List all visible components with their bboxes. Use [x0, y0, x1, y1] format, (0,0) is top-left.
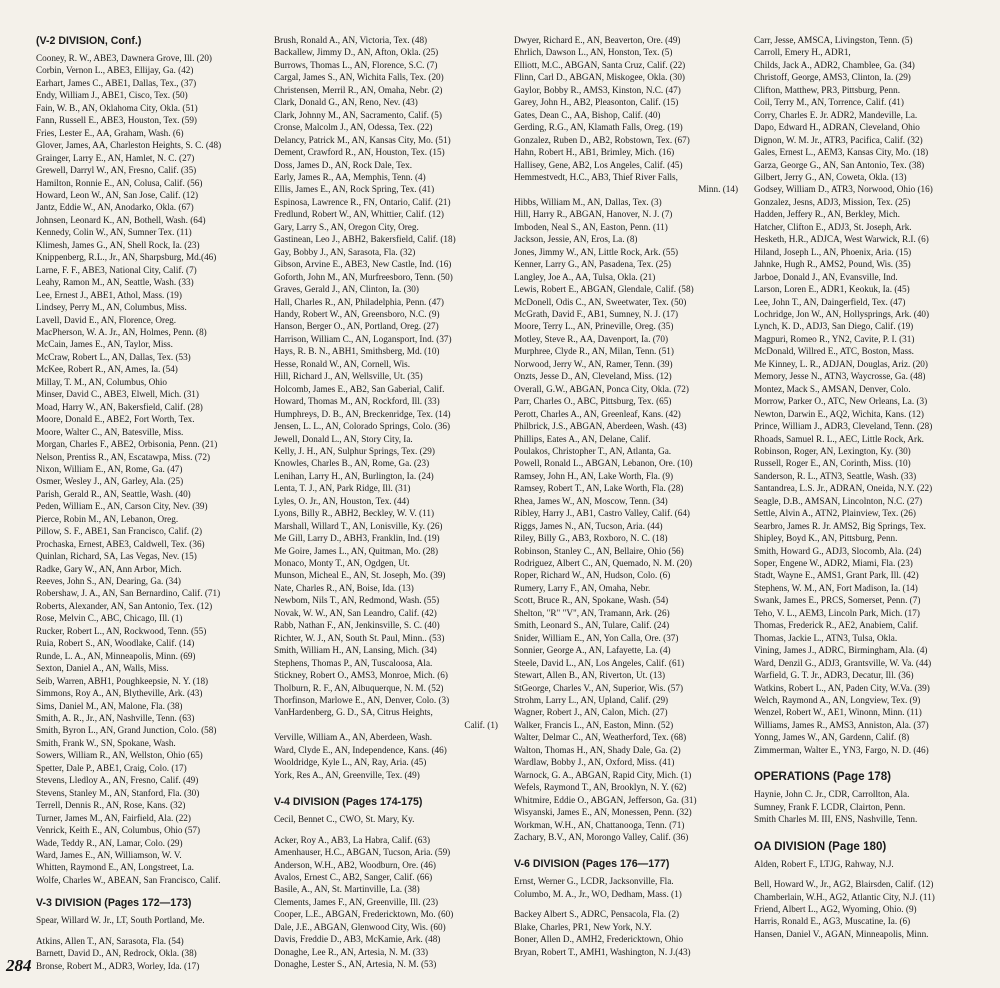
roster-entry: StGeorge, Charles V., AN, Superior, Wis. (57)	[514, 682, 684, 693]
roster-entry: Magpuri, Romeo R., YN2, Cavite, P. I. (31)	[754, 333, 915, 344]
roster-entry: Richter, W. J., AN, South St. Paul, Minn.. (53)	[274, 632, 445, 643]
roster-entry: Vining, James J., ADRC, Birmingham, Ala. (4)	[754, 645, 928, 656]
roster-entry: Lewis, Robert E., ABGAN, Glendale, Calif. (58)	[514, 284, 694, 295]
roster-entry: Doss, James D., AN, Rock Dale, Tex.	[274, 159, 413, 170]
roster-entry: Hadden, Jeffery R., AN, Berkley, Mich.	[754, 209, 900, 220]
roster-entry: Holcomb, James E., AB2, San Gaberial, Calif.	[274, 383, 445, 394]
roster-entry: Gales, Ernest L., AEM3, Kansas City, Mo. (18)	[754, 147, 929, 158]
roster-entry: Rhoads, Samuel R. L., AEC, Little Rock, Ark.	[754, 433, 924, 444]
roster-entry: Friend, Albert L., AG2, Wyoming, Ohio. (9)	[754, 904, 917, 914]
roster-entry: Hall, Charles R., AN, Philadelphia, Penn. (47)	[274, 296, 444, 307]
roster-entry: Smith, William H., AN, Lansing, Mich. (34)	[274, 645, 437, 656]
roster-entry: Moore, Donald E., ABE2, Fort Worth, Tex.	[36, 414, 195, 425]
roster-entry: Elliott, M.C., ABGAN, Santa Cruz, Calif. (22)	[514, 59, 686, 70]
roster-entry: Memory, Jesse N., ATN3, Waycrosse, Ga. (48)	[754, 371, 926, 382]
roster-entry: Peden, William E., AN, Carson City, Nev. (39)	[36, 501, 208, 512]
roster-entry: Lee, Ernest J., ABE1, Athol, Mass. (19)	[36, 289, 182, 300]
roster-entry: Whitmire, Eddie O., ABGAN, Jefferson, Ga. (31)	[514, 794, 697, 805]
roster-entry: Wooldridge, Kyle L., AN, Ray, Aria. (45)	[274, 757, 427, 768]
roster-entry: Humphreys, D. B., AN, Breckenridge, Tex. (14)	[274, 408, 451, 419]
roster-entry: Burrows, Thomas L., AN, Florence, S.C. (7)	[274, 59, 438, 70]
roster-entry: Knippenberg, R.L., Jr., AN, Sharpsburg, Md.(46)	[36, 252, 217, 263]
roster-entry: Rose, Melvin C., ABC, Chicago, Ill. (1)	[36, 613, 183, 624]
roster-entry: Cargal, James S., AN, Wichita Falls, Tex. (20)	[274, 72, 444, 83]
roster-entry: Earhart, James C., ABE1, Dallas, Tex., (37)	[36, 77, 197, 88]
roster-entry: Overall, G.W., ABGAN, Ponca City, Okla. (72)	[514, 383, 689, 394]
roster-entry: McDonell, Odis C., AN, Sweetwater, Tex. (50)	[514, 296, 687, 307]
section-heading: V-6 DIVISION (Pages 176—177)	[514, 858, 670, 871]
roster-entry: Stickney, Robert O., AMS3, Monroe, Mich. (6)	[274, 670, 448, 681]
roster-entry: Haynie, John C. Jr., CDR, Carrollton, Ala.	[754, 789, 910, 800]
roster-entry: Nelson, Prentiss R., AN, Escatawpa, Miss. (72)	[36, 451, 211, 462]
roster-entry: Wisyanski, James E., AN, Monessen, Penn. (32)	[514, 807, 692, 818]
roster-entry: Sims, Daniel M., AN, Malone, Fla. (38)	[36, 700, 183, 711]
roster-entry: McCraw, Robert L., AN, Dallas, Tex. (53)	[36, 351, 191, 362]
roster-entry: Phillips, Eates A., AN, Delane, Calif.	[514, 433, 651, 444]
roster-entry: Yonng, James W., AN, Gardenn, Calif. (8)	[754, 732, 910, 743]
roster-entry: Dwyer, Richard E., AN, Beaverton, Ore. (49)	[514, 35, 681, 45]
roster-entry: Morrow, Parker O., ATC, New Orleans, La. (3)	[754, 396, 928, 407]
roster-entry: Wagner, Robert J., AN, Calon, Mich. (27)	[514, 707, 668, 718]
roster-entry: Pierce, Robin M., AN, Lebanon, Oreg.	[36, 513, 179, 524]
roster-entry: Hill, Richard J., AN, Wellsville, Ut. (35)	[274, 371, 423, 382]
roster-entry: Handy, Robert W., AN, Greensboro, N.C. (9)	[274, 308, 440, 319]
roster-entry: Fann, Russell E., ABE3, Houston, Tex. (59)	[36, 115, 197, 126]
roster-entry: Warnock, G. A., ABGAN, Rapid City, Mich. (1)	[514, 769, 692, 780]
roster-entry: Acker, Roy A., AB3, La Habra, Calif. (63)	[274, 834, 431, 845]
roster-entry: Knowles, Charles B., AN, Rome, Ga. (23)	[274, 458, 430, 469]
roster-entry: Corbin, Vernon L., ABE3, Ellijay, Ga. (42)	[36, 65, 194, 76]
roster-entry: Reeves, John S., AN, Dearing, Ga. (34)	[36, 576, 181, 587]
roster-entry: Gary, Larry S., AN, Oregon City, Oreg.	[274, 221, 419, 232]
roster-entry: Jahnke, Hugh R., AMS2, Pound, Wis. (35)	[754, 259, 911, 270]
roster-entry: Basile, A., AN, St. Martinville, La. (38)	[274, 884, 420, 895]
roster-entry: Carroll, Emery H., ADR1,	[754, 47, 851, 58]
roster-entry: McGrath, David F., AB1, Sumney, N. J. (17)	[514, 308, 679, 319]
roster-entry: Tholburn, R. F., AN, Albuquerque, N. M. (52)	[274, 682, 444, 693]
roster-entry: Hill, Harry R., ABGAN, Hanover, N. J. (7)	[514, 209, 673, 220]
spacer	[754, 870, 986, 878]
roster-entry: Ward, Denzil G., ADJ3, Grantsville, W. Va. (44)	[754, 657, 932, 668]
roster-entry: Endy, William J., ABE1, Cisco, Tex. (50)	[36, 90, 188, 101]
roster-entry: Sanderson, R. L., ATN3, Seattle, Wash. (33)	[754, 470, 917, 481]
roster-entry: Kenner, Larry G., AN, Pasadena, Tex. (25)	[514, 259, 671, 270]
roster-entry: Stephens, W. M., AN, Fort Madison, Ia. (14)	[754, 582, 918, 593]
roster-entry: Teho, V. L., AEM3, Lincoln Park, Mich. (17)	[754, 607, 920, 618]
roster-entry: Atkins, Allen T., AN, Sarasota, Fla. (54)	[36, 935, 184, 946]
roster-entry: Whitten, Raymond E., AN, Longstreet, La.	[36, 862, 194, 873]
roster-entry: Roper, Richard W., AN, Hudson, Colo. (6)	[514, 570, 671, 581]
roster-entry: Lyons, Billy R., ABH2, Beckley, W. V. (11)	[274, 508, 435, 519]
roster-entry: Backey Albert S., ADRC, Pensacola, Fla. (2)	[514, 909, 680, 920]
roster-entry: Quinlan, Richard, SA, Las Vegas, Nev. (15)	[36, 551, 197, 562]
roster-entry: Novak, W. W., AN, San Leandro, Calif. (42)	[274, 607, 437, 618]
roster-entry: Rodriguez, Albert C., AN, Quemado, N. M. (20)	[514, 558, 693, 569]
roster-entry: VanHardenberg, G. D., SA, Citrus Heights,	[274, 707, 433, 718]
roster-entry: Clark, Donald G., AN, Reno, Nev. (43)	[274, 97, 418, 108]
roster-entry: Rumery, Larry F., AN, Omaha, Nebr.	[514, 582, 651, 593]
section-heading: V-4 DIVISION (Pages 174-175)	[274, 796, 423, 809]
roster-entry: Pillow, S. F., ABE1, San Francisco, Calif. (2)	[36, 526, 203, 537]
roster-entry: Jensen, L. L., AN, Colorado Springs, Colo. (36)	[274, 421, 451, 432]
roster-entry: Lindsey, Perry M., AN, Columbus, Miss.	[36, 302, 187, 313]
roster-entry: Watkins, Robert L., AN, Paden City, W.Va. (39)	[754, 682, 930, 693]
roster-entry: Smith, Frank W., SN, Spokane, Wash.	[36, 737, 176, 748]
roster-entry: Moore, Terry L., AN, Prineville, Oreg. (35)	[514, 321, 674, 332]
spacer	[514, 900, 746, 908]
roster-entry: Ramsey, Robert T., AN, Lake Worth, Fla. (28)	[514, 483, 684, 494]
roster-entry: Sexton, Daniel A., AN, Walls, Miss.	[36, 663, 169, 674]
roster-entry: Radke, Gary W., AN, Ann Arbor, Mich.	[36, 563, 182, 574]
roster-entry: Munson, Micheal E., AN, St. Joseph, Mo. (39)	[274, 570, 446, 581]
roster-entry: Harris, Ronald E., AG3, Muscatine, Ia. (6)	[754, 916, 911, 927]
roster-entry: Seagle, D.B., AMSAN, Lincolnton, N.C. (27)	[754, 495, 923, 506]
column-4	[754, 34, 986, 954]
roster-entry: Newbom, Nils T., AN, Redmond, Wash. (55)	[274, 595, 440, 606]
roster-entry: Cronse, Malcolm J., AN, Odessa, Tex. (22)	[274, 122, 433, 133]
roster-entry: Millay, T. M., AN, Columbus, Ohio	[36, 376, 168, 387]
roster-entry: Moad, Harry W., AN, Bakersfield, Calif. (28)	[36, 401, 203, 412]
roster-entry: Ellis, James E., AN, Rock Spring, Tex. (41)	[274, 184, 435, 195]
roster-entry: Glover, James, AA, Charleston Heights, S. C. (48)	[36, 140, 222, 151]
roster-entry: Gay, Bobby J., AN, Sarasota, Fla. (32)	[274, 246, 416, 257]
roster-entry: Hesketh, H.R., ADJCA, West Warwick, R.I. (6)	[754, 234, 929, 245]
roster-entry: Ribley, Harry J., AB1, Castro Valley, Calif. (64)	[514, 508, 690, 519]
column-3	[514, 34, 746, 957]
roster-entry: Searbro, James R. Jr. AMS2, Big Springs, Tex.	[754, 520, 926, 531]
roster-entry: Childs, Jack A., ADR2, Chamblee, Ga. (34)	[754, 59, 915, 70]
roster-entry: Leahy, Ramon M., AN, Seattle, Wash. (33)	[36, 277, 194, 288]
roster-entry: Jones, Jimmy W., AN, Little Rock, Ark. (55)	[514, 246, 679, 257]
roster-entry: Dement, Crawford R., AN, Houston, Tex. (15)	[274, 147, 445, 158]
roster-entry: Bell, Howard W., Jr., AG2, Blairsden, Calif. (12)	[754, 879, 934, 890]
roster-entry: Williams, James R., AMS3, Anniston, Ala. (37)	[754, 719, 929, 730]
roster-entry: Sowers, William R., AN, Wellston, Ohio (65)	[36, 750, 203, 761]
roster-entry: Me Kinney, L. R., ADJAN, Douglas, Ariz. (20)	[754, 358, 928, 369]
roster-entry: Rabb, Nathan F., AN, Jenkinsville, S. C. (40)	[274, 620, 440, 631]
roster-entry: Lochridge, Jon W., AN, Hollysprings, Ark. (40)	[754, 308, 930, 319]
roster-entry: Parr, Charles O., ABC, Pittsburg, Tex. (65)	[514, 396, 672, 407]
roster-entry: Carr, Jesse, AMSCA, Livingston, Tenn. (5)	[754, 35, 913, 45]
roster-entry: Dignon, W. M. Jr., ATR3, Pacifica, Calif. (32)	[754, 134, 923, 145]
roster-entry: Gates, Dean C., AA, Bishop, Calif. (40)	[514, 109, 661, 120]
roster-entry: Garey, John H., AB2, Pleasonton, Calif. (15)	[514, 97, 679, 108]
roster-entry: Turner, James M., AN, Fairfield, Ala. (22)	[36, 812, 191, 823]
roster-entry: Shipley, Boyd K., AN, Pittsburg, Penn.	[754, 533, 898, 544]
roster-entry: Ernst, Werner G., LCDR, Jacksonville, Fla.	[514, 876, 674, 887]
roster-entry: Montez, Mack S., AMSAN, Denver, Colo.	[754, 383, 911, 394]
roster-entry: Christoff, George, AMS3, Clinton, Ia. (29)	[754, 72, 911, 83]
roster-entry: Smith, Byron L., AN, Grand Junction, Colo. (58)	[36, 725, 217, 736]
roster-entry: Hiland, Joseph L., AN, Phoenix, Aria. (15)	[754, 246, 912, 257]
roster-entry: Gastinean, Leo J., ABH2, Bakersfield, Calif. (18)	[274, 234, 456, 245]
roster-entry: Hahn, Robert H., AB1, Brimley, Mich. (16)	[514, 147, 675, 158]
roster-entry: Jewell, Donald L., AN, Story City, Ia.	[274, 433, 413, 444]
roster-entry: Graves, Gerald J., AN, Clinton, Ia. (30)	[274, 284, 419, 295]
roster-entry: Cecil, Bennet C., CWO, St. Mary, Ky.	[274, 814, 415, 825]
roster-entry: Ruia, Robert S., AN, Woodlake, Calif. (14)	[36, 638, 195, 649]
roster-entry: Wenzel, Robert W., AE1, Winonn, Minn. (11)	[754, 707, 922, 718]
roster-entry: Fries, Lester E., AA, Graham, Wash. (6)	[36, 127, 184, 138]
roster-entry: Thomas, Frederick R., AE2, Anabiem, Calif.	[754, 620, 919, 631]
roster-entry: Jantz, Eddie W., AN, Anodarko, Okla. (67)	[36, 202, 194, 213]
roster-entry: Perott, Charles A., AN, Greenleaf, Kans. (42)	[514, 408, 681, 419]
roster-entry: Lenihan, Larry H., AN, Burlington, Ia. (24)	[274, 470, 434, 481]
roster-entry: Thorfinson, Marlowe E., AN, Denver, Colo. (3)	[274, 695, 450, 706]
roster-entry: Grewell, Darryl W., AN, Fresno, Calif. (35)	[36, 165, 197, 176]
roster-entry: York, Res A., AN, Greenville, Tex. (49)	[274, 769, 420, 780]
roster-entry: Gonzalez, Jesns, ADJ3, Mission, Tex. (25)	[754, 196, 911, 207]
roster-entry: Warfield, G. T. Jr., ADR3, Decatur, Ill. (36)	[754, 670, 914, 681]
roster-entry: Avalos, Ernest C., AB2, Sanger, Calif. (66)	[274, 872, 433, 882]
roster-entry: Robershaw, J. A., AN, San Bernardino, Calif. (71)	[36, 588, 221, 599]
roster-entry: Thomas, Jackie L., ATN3, Tulsa, Okla.	[754, 632, 898, 643]
roster-entry: Wefels, Raymond T., AN, Brooklyn, N. Y. (62)	[514, 782, 687, 793]
roster-entry: Hansen, Daniel V., AGAN, Minneapolis, Minn.	[754, 928, 929, 939]
spacer	[36, 927, 268, 935]
roster-entry: Hallisey, Gene, AB2, Los Angeles, Calif. (45)	[514, 159, 683, 170]
roster-entry: Alden, Robert F., LTJG, Rahway, N.J.	[754, 858, 894, 869]
roster-entry: Verville, William A., AN, Aberdeen, Wash.	[274, 732, 433, 743]
roster-entry: Boner, Allen D., AMH2, Fredericktown, Ohio	[514, 934, 684, 945]
roster-entry: Jarboe, Donald J., AN, Evansville, Ind.	[754, 271, 898, 282]
roster-entry: Me Gill, Larry D., ABH3, Franklin, Ind. (19)	[274, 533, 440, 544]
roster-entry: Stevens, Stanley M., AN, Stanford, Fla. (30)	[36, 787, 200, 798]
roster-entry: Sonnier, George A., AN, Lafayette, La. (4)	[514, 645, 671, 656]
roster-entry: Larson, Loren E., ADR1, Keokuk, Ia. (45)	[754, 284, 910, 295]
roster-entry: Zimmerman, Walter E., YN3, Fargo, N. D. (46)	[754, 744, 929, 755]
roster-entry: Strohm, Larry L., AN, Upland, Calif. (29)	[514, 695, 669, 706]
roster-entry: Smith, Howard G., ADJ3, Slocomb, Ala. (24)	[754, 545, 922, 556]
roster-entry: Russell, Roger E., AN, Corinth, Miss. (10)	[754, 458, 911, 469]
roster-entry: Wardlaw, Bobby J., AN, Oxford, Miss. (41)	[514, 757, 675, 768]
roster-entry: Smith Charles M. III, ENS, Nashville, Tenn.	[754, 814, 918, 825]
roster-entry: Newton, Darwin E., AQ2, Wichita, Kans. (12)	[754, 408, 924, 419]
roster-entry: Nixon, William E., AN, Rome, Ga. (47)	[36, 463, 183, 474]
roster-entry: Hanson, Berger O., AN, Portland, Oreg. (27)	[274, 321, 439, 332]
roster-entry: Nate, Charles R., AN, Boise, Ida. (13)	[274, 582, 414, 593]
roster-entry: Howard, Thomas M., AN, Rockford, Ill. (33)	[274, 396, 440, 407]
roster-entry: Spetter, Dale P., ABE1, Craig, Colo. (17)	[36, 762, 187, 773]
roster-entry: Roberts, Alexander, AN, San Antonio, Tex. (12)	[36, 600, 213, 611]
roster-entry: Jackson, Jessie, AN, Eros, La. (8)	[514, 234, 638, 245]
roster-entry: Dale, J.E., ABGAN, Glenwood City, Wis. (60)	[274, 921, 446, 932]
roster-entry: Kelly, J. H., AN, Sulphur Springs, Tex. (29)	[274, 445, 435, 456]
roster-entry: Donaghe, Lester S., AN, Artesia, N. M. (53)	[274, 959, 437, 970]
roster-entry: Hatcher, Clifton E., ADJ3, St. Joseph, Ark.	[754, 221, 912, 232]
roster-entry: Murphree, Clyde R., AN, Milan, Tenn. (51)	[514, 346, 674, 357]
roster-entry: Imboden, Neal S., AN, Easton, Penn. (11)	[514, 221, 668, 232]
roster-entry: Robinson, Stanley C., AN, Bellaire, Ohio (56)	[514, 545, 684, 556]
roster-entry: Wolfe, Charles W., ABEAN, San Francisco, Calif.	[36, 874, 221, 885]
roster-entry: Terrell, Dennis R., AN, Rose, Kans. (32)	[36, 800, 186, 811]
roster-entry: Brush, Ronald A., AN, Victoria, Tex. (48)	[274, 35, 428, 45]
roster-entry: Espinosa, Lawrence R., FN, Ontario, Calif. (21)	[274, 196, 451, 207]
roster-entry: Chamberlain, W.H., AG2, Atlantic City, N.J. (11)	[754, 891, 935, 902]
roster-entry: Kennedy, Colin W., AN, Sumner Tex. (11)	[36, 227, 192, 238]
roster-entry: McKee, Robert R., AN, Ames, Ia. (54)	[36, 364, 178, 375]
roster-entry: Stadt, Wayne E., AMS1, Grant Park, Ill. (42)	[754, 570, 919, 581]
roster-entry: Hays, R. B. N., ABH1, Smithsberg, Md. (10)	[274, 346, 440, 357]
roster-entry: Backallew, Jimmy D., AN, Afton, Okla. (25)	[274, 47, 439, 58]
roster-entry: Coil, Terry M., AN, Torrence, Calif. (41)	[754, 97, 904, 108]
spacer	[274, 826, 506, 834]
roster-entry: Clifton, Matthew, PR3, Pittsburg, Penn.	[754, 84, 900, 95]
roster-entry: Onzts, Jesse D., AN, Cleveland, Miss. (12)	[514, 371, 672, 382]
roster-entry: McDonald, Willred E., ATC, Boston, Mass.	[754, 346, 914, 357]
roster-entry: Minn. (14)	[698, 184, 738, 195]
column-1	[36, 34, 268, 971]
roster-entry: Howard, Leon W., AN, San Jose, Calif. (12)	[36, 189, 199, 200]
roster-entry: Riley, Billy G., AB3, Roxboro, N. C. (18)	[514, 533, 668, 544]
roster-entry: Santandrea, L.S. Jr., ADRAN, Oneida, N.Y. (22)	[754, 483, 933, 494]
roster-entry: Larne, F. F., ABE3, National City, Calif. (7)	[36, 264, 197, 275]
roster-entry: Cooney, R. W., ABE3, Dawnera Grove, Ill. (20)	[36, 53, 212, 63]
roster-entry: Lenta, T. J., AN, Park Ridge, Ill. (31)	[274, 483, 411, 494]
roster-entry: Fredlund, Robert W., AN, Whittier, Calif. (12)	[274, 209, 444, 220]
roster-entry: Klimesh, James G., AN, Shell Rock, Ia. (23)	[36, 239, 200, 250]
roster-entry: Workman, W.H., AN, Chattanooga, Tenn. (71)	[514, 819, 685, 830]
roster-entry: Christensen, Merril R., AN, Omaha, Nebr. (2)	[274, 84, 443, 95]
roster-entry: Corry, Charles E. Jr. ADR2, Mandeville, La.	[754, 109, 918, 120]
roster-entry: Motley, Steve R., AA, Davenport, Ia. (70)	[514, 333, 669, 344]
roster-entry: Norwood, Jerry W., AN, Ramer, Tenn. (39)	[514, 358, 673, 369]
roster-entry: Fain, W. B., AN, Oklahoma City, Okla. (51)	[36, 102, 198, 113]
roster-entry: Smith, A. R., Jr., AN, Nashville, Tenn. (63)	[36, 713, 195, 724]
roster-entry: Bryan, Robert T., AMH1, Washington, N. J.(43)	[514, 946, 691, 957]
roster-entry: Harrison, William C., AN, Logansport, Ind. (37)	[274, 333, 452, 344]
roster-entry: Hemmestvedt, H.C., AB3, Thief River Falls,	[514, 171, 678, 182]
roster-entry: Minser, David C., ABE3, Elwell, Mich. (31)	[36, 389, 199, 400]
column-2	[274, 34, 506, 970]
roster-entry: Clements, James F., AN, Greenville, Ill. (23)	[274, 896, 439, 907]
page-number: 284	[6, 956, 32, 975]
roster-entry: Stewart, Allen B., AN, Riverton, Ut. (13)	[514, 670, 666, 681]
roster-entry: Flinn, Carl D., ABGAN, Miskogee, Okla. (30)	[514, 72, 685, 83]
roster-entry: Lavell, David E., AN, Florence, Oreg.	[36, 314, 177, 325]
roster-entry: Amenhauser, H.C., ABGAN, Tucson, Aria. (59)	[274, 847, 451, 858]
roster-entry: Philbrick, J.S., ABGAN, Aberdeen, Wash. (43)	[514, 421, 687, 432]
roster-entry: MacPherson, W. A. Jr., AN, Holmes, Penn. (8)	[36, 326, 207, 337]
roster-entry: Ehrlich, Dawson L., AN, Honston, Tex. (5)	[514, 47, 673, 58]
roster-entry: Steele, David L., AN, Los Angeles, Calif. (61)	[514, 657, 685, 668]
roster-entry: Walter, Delmar C., AN, Weatherford, Tex. (68)	[514, 732, 687, 743]
roster-entry: Donaghe, Lee R., AN, Artesia, N. M. (33)	[274, 946, 429, 957]
roster-entry: Powell, Ronald L., ABGAN, Lebanon, Ore. (10)	[514, 458, 693, 469]
roster-page	[36, 34, 978, 971]
roster-entry: Simmons, Roy A., AN, Blytheville, Ark. (43)	[36, 688, 203, 699]
roster-entry: Walker, Francis L., AN, Easton, Minn. (52)	[514, 719, 674, 730]
roster-entry: Langley, Joe A., AA, Tulsa, Okla. (21)	[514, 271, 656, 282]
roster-entry: Osmer, Wesley J., AN, Garley, Ala. (25)	[36, 476, 184, 487]
roster-entry: Lynch, K. D., ADJ3, San Diego, Calif. (19)	[754, 321, 914, 332]
roster-entry: Garza, George G., AN, San Antonio, Tex. (38)	[754, 159, 925, 170]
roster-entry: Gibson, Arvine E., ABE3, New Castle, Ind. (16)	[274, 259, 452, 270]
roster-entry: Grainger, Larry E., AN, Hamlet, N. C. (27)	[36, 152, 195, 163]
roster-entry: Wade, Teddy R., AN, Lamar, Colo. (29)	[36, 837, 183, 848]
roster-entry: Snider, William E., AN, Yon Calla, Ore. (37)	[514, 632, 679, 643]
roster-entry: Johnsen, Leonard K., AN, Bothell, Wash. (64)	[36, 214, 206, 225]
roster-entry: Calif. (1)	[464, 719, 498, 730]
roster-entry: Early, James R., AA, Memphis, Tenn. (4)	[274, 171, 426, 182]
section-heading: OPERATIONS (Page 178)	[754, 770, 892, 784]
roster-entry: Spear, Willard W. Jr., LT, South Portland, Me.	[36, 915, 205, 926]
roster-entry: Stephens, Thomas P., AN, Tuscaloosa, Ala.	[274, 657, 433, 668]
roster-entry: Rhea, James W., AN, Moscow, Tenn. (34)	[514, 495, 668, 506]
roster-entry: Blake, Charles, PR1, New York, N.Y.	[514, 921, 652, 932]
roster-entry: Delancy, Patrick M., AN, Kansas City, Mo. (51)	[274, 134, 451, 145]
roster-entry: Davis, Freddie D., AB3, McKamie, Ark. (48)	[274, 934, 441, 945]
roster-entry: Smith, Leonard S., AN, Tulare, Calif. (24)	[514, 620, 670, 631]
roster-entry: Columbo, M. A., Jr., WO, Dedham, Mass. (1)	[514, 888, 682, 899]
roster-entry: Zachary, B.V., AN, Morongo Valley, Calif. (36)	[514, 832, 689, 842]
roster-entry: Sumney, Frank F. LCDR, Clairton, Penn.	[754, 801, 906, 812]
roster-entry: Dapo, Edward H., ADRAN, Cleveland, Ohio	[754, 122, 920, 133]
roster-entry: Venrick, Keith E., AN, Columbus, Ohio (57)	[36, 825, 201, 836]
section-heading: OA DIVISION (Page 180)	[754, 839, 887, 853]
roster-entry: Riggs, James N., AN, Tucson, Aria. (44)	[514, 520, 663, 531]
roster-entry: Monaco, Monty T., AN, Ogdgen, Ut.	[274, 558, 410, 569]
roster-entry: Ward, Clyde E., AN, Independence, Kans. (46)	[274, 744, 447, 755]
roster-entry: Lyles, O. Jr., AN, Houston, Tex. (44)	[274, 495, 410, 506]
roster-entry: Hesse, Ronald W., AN, Cornell, Wis.	[274, 358, 410, 369]
roster-entry: Soper, Engene W., ADR2, Miami, Fla. (23)	[754, 558, 913, 569]
roster-entry: Prochaska, Ernest, ABE3, Caldwell, Tex. (36)	[36, 538, 205, 549]
roster-entry: Scott, Bruce R., AN, Spokane, Wash. (54)	[514, 595, 669, 606]
roster-entry: Godsey, William D., ATR3, Norwood, Ohio (16)	[754, 184, 933, 195]
roster-entry: Robinson, Roger, AN, Lexington, Ky. (30)	[754, 445, 911, 456]
roster-entry: Rucker, Robert L., AN, Rockwood, Tenn. (55)	[36, 625, 207, 636]
roster-entry: Walton, Thomas H., AN, Shady Dale, Ga. (2)	[514, 744, 681, 755]
roster-entry: Prince, William J., ADR3, Cleveland, Tenn. (28)	[754, 421, 933, 432]
roster-entry: Settle, Alvin A., ATN2, Plainview, Tex. (26)	[754, 508, 916, 519]
roster-entry: Clark, Johnny M., AN, Sacramento, Calif. (5)	[274, 109, 442, 120]
roster-entry: McCain, James E., AN, Taylor, Miss.	[36, 339, 173, 350]
roster-entry: Welch, Raymond A., AN, Longview, Tex. (9)	[754, 695, 921, 706]
roster-entry: Me Goire, James L., AN, Quitman, Mo. (28)	[274, 545, 439, 556]
roster-entry: Gonzalez, Ruben D., AB2, Robstown, Tex. (67)	[514, 134, 690, 145]
roster-entry: Lee, John T., AN, Daingerfield, Tex. (47)	[754, 296, 906, 307]
roster-entry: Goforth, John M., AN, Murfreesboro, Tenn. (50)	[274, 271, 453, 282]
roster-entry: Stevens, Lledloy A., AN, Fresno, Calif. (49)	[36, 775, 199, 786]
roster-entry: Moore, Walter C., AN, Batesville, Miss.	[36, 426, 184, 437]
roster-entry: Parish, Gerald R., AN, Seattle, Wash. (40)	[36, 488, 191, 499]
section-heading: (V-2 DIVISION, Conf.)	[36, 35, 142, 47]
roster-entry: Anderson, W.H., AB2, Woodburn, Ore. (46)	[274, 859, 436, 870]
section-heading: V-3 DIVISION (Pages 172—173)	[36, 897, 192, 910]
roster-entry: Swank, James E., PRCS, Somerset, Penn. (7)	[754, 595, 921, 606]
roster-entry: Gerding, R.G., AN, Klamath Falls, Oreg. (19)	[514, 122, 683, 133]
roster-entry: Barnett, David D., AN, Redrock, Okla. (38)	[36, 948, 197, 959]
roster-entry: Morgan, Charles F., ABE2, Orbisonia, Penn. (21)	[36, 439, 218, 450]
roster-entry: Ramsey, John H., AN, Lake Worth, Fla. (9)	[514, 470, 673, 481]
roster-entry: Cooper, L.E., ABGAN, Fredericktown, Mo. (60)	[274, 909, 454, 920]
roster-entry: Gilbert, Jerry G., AN, Coweta, Okla. (13)	[754, 171, 907, 182]
roster-entry: Hamilton, Ronnie E., AN, Colusa, Calif. (56)	[36, 177, 203, 188]
roster-entry: Runde, L. A., AN, Minneapolis, Minn. (69)	[36, 650, 196, 661]
roster-entry: Gaylor, Bobby R., AMS3, Kinston, N.C. (47)	[514, 84, 681, 95]
roster-entry: Poulakos, Christopher T., AN, Atlanta, Ga.	[514, 445, 672, 456]
roster-entry: Marshall, Willard T., AN, Lonisville, Ky. (26)	[274, 520, 443, 531]
roster-entry: Shelton, "R" "V", AN, Tramann, Ark. (26)	[514, 607, 670, 618]
roster-entry: Hibbs, William M., AN, Dallas, Tex. (3)	[514, 196, 662, 207]
roster-entry: Seib, Warren, ABH1, Poughkeepsie, N. Y. (18)	[36, 675, 209, 686]
roster-entry: Bronse, Robert M., ADR3, Worley, Ida. (17)	[36, 960, 200, 971]
roster-entry: Ward, James E., AN, Williamson, W. V.	[36, 850, 182, 860]
